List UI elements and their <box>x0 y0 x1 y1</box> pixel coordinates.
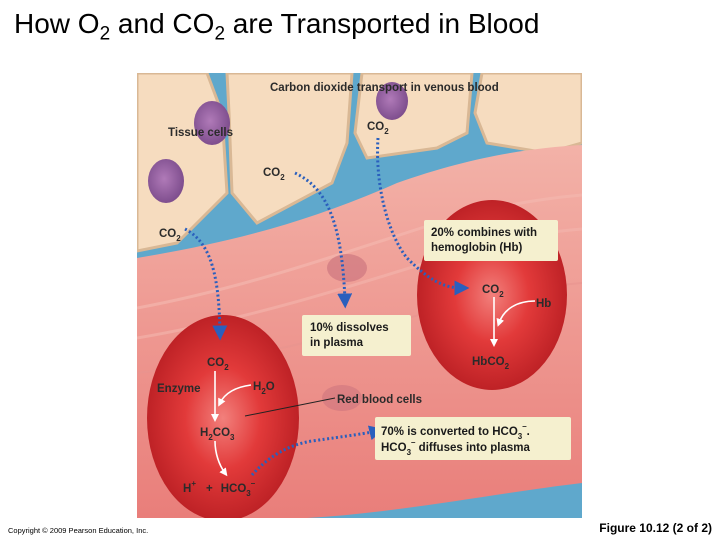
co2-label-top: $CO_2$ <box>367 121 389 136</box>
figure-heading: Carbon dioxide transport in venous blood <box>270 82 499 94</box>
hb-label: Hb <box>536 298 552 310</box>
copyright-text: Copyright © 2009 Pearson Education, Inc. <box>8 526 149 535</box>
tissue-cells-label: Tissue cells <box>168 127 233 139</box>
svg-text:in plasma: in plasma <box>310 337 364 349</box>
enzyme-label: Enzyme <box>157 383 201 395</box>
co2-label-rbc-left: $CO_2$ <box>207 357 229 372</box>
co2-label-left: $CO_2$ <box>159 228 181 243</box>
svg-text:hemoglobin (Hb): hemoglobin (Hb) <box>431 242 523 254</box>
svg-text:70% is converted to HCO3–.: 70% is converted to $HCO_3^-$. <box>381 422 530 441</box>
slide-title: How $O_2$ and $CO_2$ are Transported in Blood <box>14 8 540 45</box>
h2o-label: $H_2O$ <box>253 381 275 396</box>
co2-label-middle: $CO_2$ <box>263 167 285 182</box>
co2-transport-figure <box>137 73 582 518</box>
svg-text:20% combines with: 20% combines with <box>431 227 538 239</box>
svg-text:10% dissolves: 10% dissolves <box>310 322 389 334</box>
ions-label: $H^+ + HCO_3^-$ <box>183 479 256 498</box>
callout-hemoglobin <box>424 220 558 261</box>
svg-text:HCO3– diffuses into plasma: $HCO_3^-$ diffuses into plasma <box>381 438 530 457</box>
callout-bicarbonate <box>375 417 571 460</box>
callout-plasma <box>302 315 411 356</box>
hbco2-label: HbCO$_2$ <box>472 356 510 371</box>
rbc-label: Red blood cells <box>337 394 422 406</box>
figure-number: Figure 10.12 (2 of 2) <box>599 521 712 535</box>
h2co3-label: $H_2CO_3$ <box>200 427 235 442</box>
co2-label-rbc-right: $CO_2$ <box>482 284 504 299</box>
